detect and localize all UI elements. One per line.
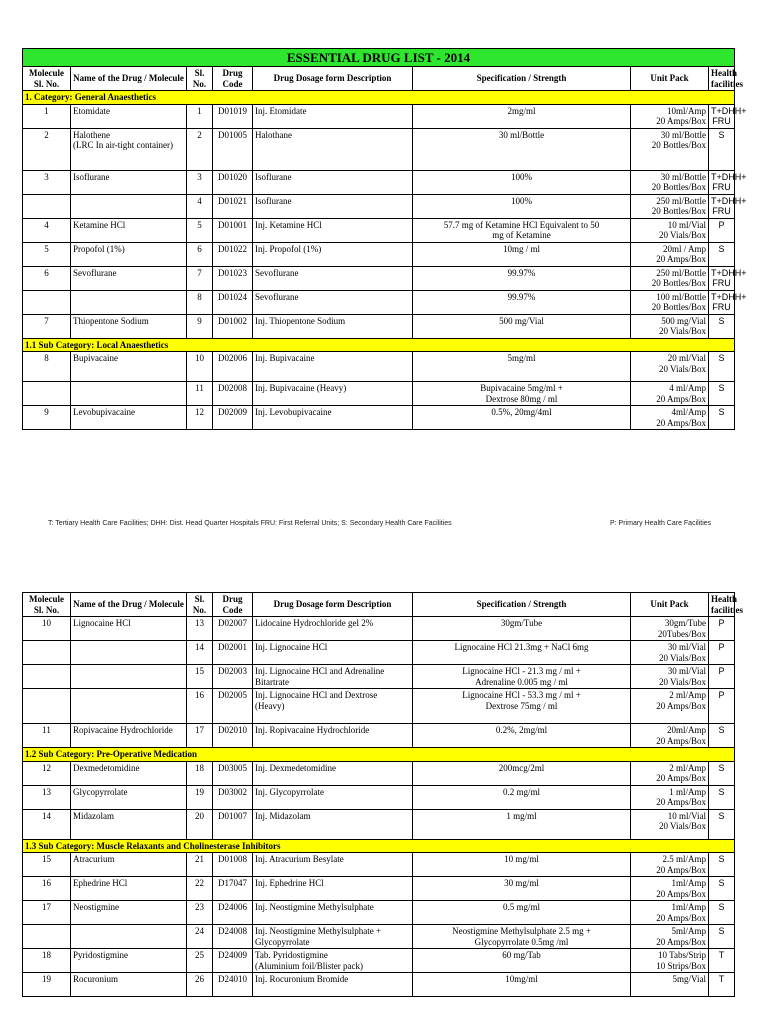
cell-health-facilities: S bbox=[709, 809, 735, 839]
cell-molecule-sl-no: 16 bbox=[23, 877, 71, 901]
cell-sl-no: 19 bbox=[187, 785, 213, 809]
cell-drug-name: Etomidate bbox=[71, 104, 187, 128]
cell-drug-code: D24010 bbox=[213, 973, 253, 997]
header-specification: Specification / Strength bbox=[413, 67, 631, 91]
cell-unit-pack: 2.5 ml/Amp 20 Amps/Box bbox=[631, 853, 709, 877]
cell-drug-name: Levobupivacaine bbox=[71, 406, 187, 430]
cell-drug-name bbox=[71, 925, 187, 949]
cell-drug-code: D02006 bbox=[213, 352, 253, 382]
cell-specification: 500 mg/Vial bbox=[413, 314, 631, 338]
category-row bbox=[23, 91, 735, 105]
cell-dosage-form: Inj. Etomidate bbox=[253, 104, 413, 128]
cell-molecule-sl-no: 1 bbox=[23, 104, 71, 128]
cell-dosage-form: Inj. Ketamine HCl bbox=[253, 218, 413, 242]
cell-unit-pack: 20 ml/Vial 20 Vials/Box bbox=[631, 352, 709, 382]
legend-primary: P: Primary Health Care Facilities bbox=[610, 520, 712, 527]
cell-health-facilities: S bbox=[709, 128, 735, 170]
document-title: ESSENTIAL DRUG LIST - 2014 bbox=[23, 49, 735, 67]
cell-drug-code: D01005 bbox=[213, 128, 253, 170]
drug-list-table-1-wrapper bbox=[22, 48, 747, 430]
cell-drug-code: D02008 bbox=[213, 382, 253, 406]
cell-specification: Neostigmine Methylsulphate 2.5 mg + Glycopyrrolate 0.5mg /ml bbox=[413, 925, 631, 949]
cell-sl-no: 14 bbox=[187, 641, 213, 665]
cell-drug-name: Rocuronium bbox=[71, 973, 187, 997]
cell-specification: 99.97% bbox=[413, 266, 631, 290]
cell-sl-no: 24 bbox=[187, 925, 213, 949]
header-row bbox=[23, 67, 735, 91]
cell-dosage-form: Inj. Ropivacaine Hydrochloride bbox=[253, 724, 413, 748]
cell-health-facilities: S bbox=[709, 761, 735, 785]
cell-sl-no: 16 bbox=[187, 689, 213, 724]
cell-drug-code: D01023 bbox=[213, 266, 253, 290]
cell-sl-no: 3 bbox=[187, 170, 213, 194]
category-row bbox=[23, 338, 735, 352]
cell-drug-name bbox=[71, 194, 187, 218]
cell-unit-pack: 5mg/Vial bbox=[631, 973, 709, 997]
cell-health-facilities: S bbox=[709, 352, 735, 382]
table-row bbox=[23, 901, 735, 925]
table-row bbox=[23, 853, 735, 877]
cell-drug-code: D01002 bbox=[213, 314, 253, 338]
cell-health-facilities: T+DHH+ FRU bbox=[709, 290, 735, 314]
cell-sl-no: 8 bbox=[187, 290, 213, 314]
cell-dosage-form: Inj. Lignocaine HCl bbox=[253, 641, 413, 665]
cell-unit-pack: 10 ml/Vial 20 Vials/Box bbox=[631, 809, 709, 839]
cell-molecule-sl-no bbox=[23, 925, 71, 949]
cell-drug-code: D01019 bbox=[213, 104, 253, 128]
cell-dosage-form: Inj. Levobupivacaine bbox=[253, 406, 413, 430]
cell-molecule-sl-no: 15 bbox=[23, 853, 71, 877]
cell-dosage-form: Inj. Glycopyrrolate bbox=[253, 785, 413, 809]
cell-health-facilities: S bbox=[709, 724, 735, 748]
cell-dosage-form: Inj. Atracurium Besylate bbox=[253, 853, 413, 877]
cell-unit-pack: 250 ml/Bottle 20 Bottles/Box bbox=[631, 266, 709, 290]
cell-unit-pack: 30 ml/Bottle 20 Bottles/Box bbox=[631, 128, 709, 170]
cell-health-facilities: S bbox=[709, 242, 735, 266]
cell-molecule-sl-no: 14 bbox=[23, 809, 71, 839]
cell-dosage-form: Inj. Propofol (1%) bbox=[253, 242, 413, 266]
cell-sl-no: 5 bbox=[187, 218, 213, 242]
cell-health-facilities: S bbox=[709, 382, 735, 406]
header-molecule-sl-no: Molecule Sl. No. bbox=[23, 593, 71, 617]
cell-drug-code: D17047 bbox=[213, 877, 253, 901]
cell-drug-code: D02001 bbox=[213, 641, 253, 665]
cell-dosage-form: Inj. Rocuronium Bromide bbox=[253, 973, 413, 997]
table-row bbox=[23, 973, 735, 997]
cell-molecule-sl-no: 17 bbox=[23, 901, 71, 925]
cell-molecule-sl-no: 6 bbox=[23, 266, 71, 290]
cell-sl-no: 4 bbox=[187, 194, 213, 218]
category-label: 1.1 Sub Category: Local Anaesthetics bbox=[23, 338, 735, 352]
cell-sl-no: 21 bbox=[187, 853, 213, 877]
cell-drug-code: D01001 bbox=[213, 218, 253, 242]
cell-dosage-form: Tab. Pyridostigmine (Aluminium foil/Blister pack) bbox=[253, 949, 413, 973]
category-row bbox=[23, 748, 735, 762]
table-row bbox=[23, 194, 735, 218]
cell-drug-name: Glycopyrrolate bbox=[71, 785, 187, 809]
cell-molecule-sl-no bbox=[23, 194, 71, 218]
cell-sl-no: 20 bbox=[187, 809, 213, 839]
drug-list-table-2 bbox=[22, 592, 743, 997]
cell-unit-pack: 1ml/Amp 20 Amps/Box bbox=[631, 877, 709, 901]
header-dosage-form: Drug Dosage form Description bbox=[253, 67, 413, 91]
cell-dosage-form: Lidocaine Hydrochloride gel 2% bbox=[253, 617, 413, 641]
cell-health-facilities: S bbox=[709, 785, 735, 809]
table-row bbox=[23, 689, 735, 724]
table-1-body bbox=[23, 91, 747, 430]
cell-sl-no: 15 bbox=[187, 665, 213, 689]
cell-drug-name: Midazolam bbox=[71, 809, 187, 839]
cell-drug-code: D03002 bbox=[213, 785, 253, 809]
cell-health-facilities: S bbox=[709, 406, 735, 430]
cell-drug-code: D02007 bbox=[213, 617, 253, 641]
table-row bbox=[23, 617, 735, 641]
header-unit-pack: Unit Pack bbox=[631, 593, 709, 617]
table-row bbox=[23, 104, 735, 128]
cell-unit-pack: 4 ml/Amp 20 Amps/Box bbox=[631, 382, 709, 406]
cell-sl-no: 13 bbox=[187, 617, 213, 641]
cell-specification: 5mg/ml bbox=[413, 352, 631, 382]
category-label: 1. Category: General Anaesthetics bbox=[23, 91, 735, 105]
table-row bbox=[23, 665, 735, 689]
cell-sl-no: 6 bbox=[187, 242, 213, 266]
legend-facility-codes: T: Tertiary Health Care Facilities; DHH: Dist. Head Quarter Hospitals FRU: First Referral Units; S: Secondary Health Care Facilities bbox=[48, 520, 452, 527]
cell-specification: 100% bbox=[413, 170, 631, 194]
cell-health-facilities: P bbox=[709, 641, 735, 665]
cell-sl-no: 22 bbox=[187, 877, 213, 901]
category-row bbox=[23, 839, 735, 853]
header-sl-no: Sl. No. bbox=[187, 593, 213, 617]
cell-molecule-sl-no: 8 bbox=[23, 352, 71, 382]
cell-drug-name bbox=[71, 689, 187, 724]
cell-health-facilities: T+DHH+ FRU bbox=[709, 194, 735, 218]
cell-health-facilities: T bbox=[709, 973, 735, 997]
cell-dosage-form: Sevoflurane bbox=[253, 266, 413, 290]
cell-specification: 200mcg/2ml bbox=[413, 761, 631, 785]
cell-sl-no: 23 bbox=[187, 901, 213, 925]
cell-molecule-sl-no: 3 bbox=[23, 170, 71, 194]
table-row bbox=[23, 290, 735, 314]
cell-drug-name: Sevoflurane bbox=[71, 266, 187, 290]
cell-sl-no: 25 bbox=[187, 949, 213, 973]
cell-drug-code: D03005 bbox=[213, 761, 253, 785]
cell-drug-name bbox=[71, 382, 187, 406]
cell-dosage-form: Inj. Lignocaine HCl and Dextrose (Heavy) bbox=[253, 689, 413, 724]
cell-specification: 10mg / ml bbox=[413, 242, 631, 266]
cell-unit-pack: 2 ml/Amp 20 Amps/Box bbox=[631, 689, 709, 724]
cell-specification: 0.2%, 2mg/ml bbox=[413, 724, 631, 748]
cell-dosage-form: Inj. Ephedrine HCl bbox=[253, 877, 413, 901]
cell-drug-name: Atracurium bbox=[71, 853, 187, 877]
cell-molecule-sl-no: 18 bbox=[23, 949, 71, 973]
cell-unit-pack: 20ml / Amp 20 Amps/Box bbox=[631, 242, 709, 266]
table-row bbox=[23, 724, 735, 748]
table-row bbox=[23, 406, 735, 430]
cell-sl-no: 9 bbox=[187, 314, 213, 338]
cell-dosage-form: Inj. Dexmedetomidine bbox=[253, 761, 413, 785]
cell-specification: 10mg/ml bbox=[413, 973, 631, 997]
cell-unit-pack: 10 Tabs/Strip 10 Strips/Box bbox=[631, 949, 709, 973]
cell-drug-name: Ketamine HCl bbox=[71, 218, 187, 242]
cell-dosage-form: Isoflurane bbox=[253, 170, 413, 194]
cell-health-facilities: T+DHH+ FRU bbox=[709, 170, 735, 194]
cell-drug-code: D01007 bbox=[213, 809, 253, 839]
cell-health-facilities: T+DHH+ FRU bbox=[709, 104, 735, 128]
cell-dosage-form: Inj. Bupivacaine bbox=[253, 352, 413, 382]
cell-drug-name bbox=[71, 641, 187, 665]
table-row bbox=[23, 382, 735, 406]
cell-specification: 100% bbox=[413, 194, 631, 218]
cell-specification: Lignocaine HCl - 21.3 mg / ml + Adrenaline 0.005 mg / ml bbox=[413, 665, 631, 689]
cell-molecule-sl-no: 5 bbox=[23, 242, 71, 266]
cell-sl-no: 2 bbox=[187, 128, 213, 170]
cell-molecule-sl-no: 2 bbox=[23, 128, 71, 170]
cell-drug-name: Halothene (LRC In air-tight container) bbox=[71, 128, 187, 170]
table-2-body bbox=[23, 617, 735, 997]
cell-unit-pack: 1ml/Amp 20 Amps/Box bbox=[631, 901, 709, 925]
cell-health-facilities: T bbox=[709, 949, 735, 973]
cell-unit-pack: 20ml/Amp 20 Amps/Box bbox=[631, 724, 709, 748]
cell-specification: Bupivacaine 5mg/ml + Dextrose 80mg / ml bbox=[413, 382, 631, 406]
cell-health-facilities: S bbox=[709, 901, 735, 925]
cell-specification: 10 mg/ml bbox=[413, 853, 631, 877]
table-row bbox=[23, 761, 735, 785]
cell-drug-name: Thiopentone Sodium bbox=[71, 314, 187, 338]
cell-specification: 0.5 mg/ml bbox=[413, 901, 631, 925]
cell-health-facilities: S bbox=[709, 314, 735, 338]
cell-unit-pack: 2 ml/Amp 20 Amps/Box bbox=[631, 761, 709, 785]
cell-molecule-sl-no: 9 bbox=[23, 406, 71, 430]
table-row bbox=[23, 218, 735, 242]
cell-unit-pack: 500 mg/Vial 20 Vials/Box bbox=[631, 314, 709, 338]
cell-sl-no: 7 bbox=[187, 266, 213, 290]
cell-dosage-form: Inj. Lignocaine HCl and Adrenaline Bitartrate bbox=[253, 665, 413, 689]
cell-sl-no: 18 bbox=[187, 761, 213, 785]
cell-drug-name: Lignocaine HCl bbox=[71, 617, 187, 641]
cell-drug-code: D01021 bbox=[213, 194, 253, 218]
cell-specification: 99.97% bbox=[413, 290, 631, 314]
table-row bbox=[23, 314, 735, 338]
cell-unit-pack: 4ml/Amp 20 Amps/Box bbox=[631, 406, 709, 430]
drug-list-table-2-wrapper bbox=[22, 592, 743, 997]
header-health-facilities: Health facilities bbox=[709, 67, 735, 91]
cell-specification: 30 ml/Bottle bbox=[413, 128, 631, 170]
cell-sl-no: 10 bbox=[187, 352, 213, 382]
cell-unit-pack: 10 ml/Vial 20 Vials/Box bbox=[631, 218, 709, 242]
cell-molecule-sl-no bbox=[23, 689, 71, 724]
cell-dosage-form: Sevoflurane bbox=[253, 290, 413, 314]
cell-drug-code: D02003 bbox=[213, 665, 253, 689]
header-drug-code: Drug Code bbox=[213, 593, 253, 617]
table-row bbox=[23, 352, 735, 382]
cell-molecule-sl-no: 10 bbox=[23, 617, 71, 641]
cell-dosage-form: Halothane bbox=[253, 128, 413, 170]
cell-drug-code: D24009 bbox=[213, 949, 253, 973]
cell-drug-code: D01020 bbox=[213, 170, 253, 194]
header-drug-code: Drug Code bbox=[213, 67, 253, 91]
cell-dosage-form: Inj. Neostigmine Methylsulphate + Glycopyrrolate bbox=[253, 925, 413, 949]
header-drug-name: Name of the Drug / Molecule bbox=[71, 67, 187, 91]
cell-molecule-sl-no bbox=[23, 665, 71, 689]
cell-specification: 60 mg/Tab bbox=[413, 949, 631, 973]
title-row bbox=[23, 49, 735, 67]
table-row bbox=[23, 785, 735, 809]
cell-unit-pack: 5ml/Amp 20 Amps/Box bbox=[631, 925, 709, 949]
cell-unit-pack: 30 ml/Vial 20 Vials/Box bbox=[631, 641, 709, 665]
table-row bbox=[23, 242, 735, 266]
table-row bbox=[23, 925, 735, 949]
cell-drug-code: D02010 bbox=[213, 724, 253, 748]
cell-molecule-sl-no: 7 bbox=[23, 314, 71, 338]
cell-drug-name bbox=[71, 665, 187, 689]
cell-specification: 30 mg/ml bbox=[413, 877, 631, 901]
cell-molecule-sl-no bbox=[23, 641, 71, 665]
cell-dosage-form: Inj. Bupivacaine (Heavy) bbox=[253, 382, 413, 406]
header-molecule-sl-no: Molecule Sl. No. bbox=[23, 67, 71, 91]
cell-unit-pack: 1 ml/Amp 20 Amps/Box bbox=[631, 785, 709, 809]
table-row bbox=[23, 641, 735, 665]
cell-drug-code: D24006 bbox=[213, 901, 253, 925]
cell-unit-pack: 30gm/Tube 20Tubes/Box bbox=[631, 617, 709, 641]
header-dosage-form: Drug Dosage form Description bbox=[253, 593, 413, 617]
cell-health-facilities: T+DHH+ FRU bbox=[709, 266, 735, 290]
cell-dosage-form: Inj. Thiopentone Sodium bbox=[253, 314, 413, 338]
cell-specification: 57.7 mg of Ketamine HCl Equivalent to 50 mg of Ketamine bbox=[413, 218, 631, 242]
cell-dosage-form: Inj. Midazolam bbox=[253, 809, 413, 839]
cell-dosage-form: Isoflurane bbox=[253, 194, 413, 218]
header-sl-no: Sl. No. bbox=[187, 67, 213, 91]
cell-health-facilities: P bbox=[709, 665, 735, 689]
cell-specification: 1 mg/ml bbox=[413, 809, 631, 839]
table-row bbox=[23, 877, 735, 901]
cell-molecule-sl-no: 11 bbox=[23, 724, 71, 748]
cell-molecule-sl-no: 4 bbox=[23, 218, 71, 242]
cell-health-facilities: P bbox=[709, 218, 735, 242]
cell-specification: 0.2 mg/ml bbox=[413, 785, 631, 809]
cell-unit-pack: 30 ml/Vial 20 Vials/Box bbox=[631, 665, 709, 689]
cell-health-facilities: S bbox=[709, 853, 735, 877]
table-row bbox=[23, 170, 735, 194]
cell-drug-code: D01022 bbox=[213, 242, 253, 266]
category-label: 1.2 Sub Category: Pre-Operative Medication bbox=[23, 748, 735, 762]
cell-drug-name: Neostigmine bbox=[71, 901, 187, 925]
cell-molecule-sl-no bbox=[23, 290, 71, 314]
cell-molecule-sl-no: 13 bbox=[23, 785, 71, 809]
table-row bbox=[23, 266, 735, 290]
cell-molecule-sl-no bbox=[23, 382, 71, 406]
drug-list-table-1 bbox=[22, 48, 747, 430]
cell-drug-name: Pyridostigmine bbox=[71, 949, 187, 973]
cell-drug-code: D24008 bbox=[213, 925, 253, 949]
cell-specification: 0.5%, 20mg/4ml bbox=[413, 406, 631, 430]
header-specification: Specification / Strength bbox=[413, 593, 631, 617]
cell-sl-no: 1 bbox=[187, 104, 213, 128]
cell-unit-pack: 30 ml/Bottle 20 Bottles/Box bbox=[631, 170, 709, 194]
cell-molecule-sl-no: 12 bbox=[23, 761, 71, 785]
cell-specification: Lignocaine HCl 21.3mg + NaCl 6mg bbox=[413, 641, 631, 665]
header-health-facilities: Health facilities bbox=[709, 593, 735, 617]
cell-molecule-sl-no: 19 bbox=[23, 973, 71, 997]
table-row bbox=[23, 949, 735, 973]
cell-drug-name: Ropivacaine Hydrochloride bbox=[71, 724, 187, 748]
cell-drug-name: Propofol (1%) bbox=[71, 242, 187, 266]
header-row bbox=[23, 593, 735, 617]
cell-unit-pack: 100 ml/Bottle 20 Bottles/Box bbox=[631, 290, 709, 314]
cell-sl-no: 11 bbox=[187, 382, 213, 406]
cell-unit-pack: 250 ml/Bottle 20 Bottles/Box bbox=[631, 194, 709, 218]
cell-health-facilities: P bbox=[709, 689, 735, 724]
cell-drug-code: D02005 bbox=[213, 689, 253, 724]
cell-unit-pack: 10ml/Amp 20 Amps/Box bbox=[631, 104, 709, 128]
cell-specification: 30gm/Tube bbox=[413, 617, 631, 641]
table-row bbox=[23, 809, 735, 839]
cell-sl-no: 12 bbox=[187, 406, 213, 430]
cell-dosage-form: Inj. Neostigmine Methylsulphate bbox=[253, 901, 413, 925]
cell-drug-name: Dexmedetomidine bbox=[71, 761, 187, 785]
table-row bbox=[23, 128, 735, 170]
header-drug-name: Name of the Drug / Molecule bbox=[71, 593, 187, 617]
cell-specification: 2mg/ml bbox=[413, 104, 631, 128]
cell-sl-no: 26 bbox=[187, 973, 213, 997]
cell-drug-name bbox=[71, 290, 187, 314]
category-label: 1.3 Sub Category: Muscle Relaxants and Cholinesterase Inhibitors bbox=[23, 839, 735, 853]
cell-specification: Lignocaine HCl - 53.3 mg / ml + Dextrose 75mg / ml bbox=[413, 689, 631, 724]
cell-health-facilities: S bbox=[709, 877, 735, 901]
cell-sl-no: 17 bbox=[187, 724, 213, 748]
cell-drug-code: D01008 bbox=[213, 853, 253, 877]
cell-drug-code: D02009 bbox=[213, 406, 253, 430]
header-unit-pack: Unit Pack bbox=[631, 67, 709, 91]
cell-drug-name: Isoflurane bbox=[71, 170, 187, 194]
cell-drug-code: D01024 bbox=[213, 290, 253, 314]
cell-health-facilities: S bbox=[709, 925, 735, 949]
cell-drug-name: Ephedrine HCl bbox=[71, 877, 187, 901]
cell-drug-name: Bupivacaine bbox=[71, 352, 187, 382]
cell-health-facilities: P bbox=[709, 617, 735, 641]
